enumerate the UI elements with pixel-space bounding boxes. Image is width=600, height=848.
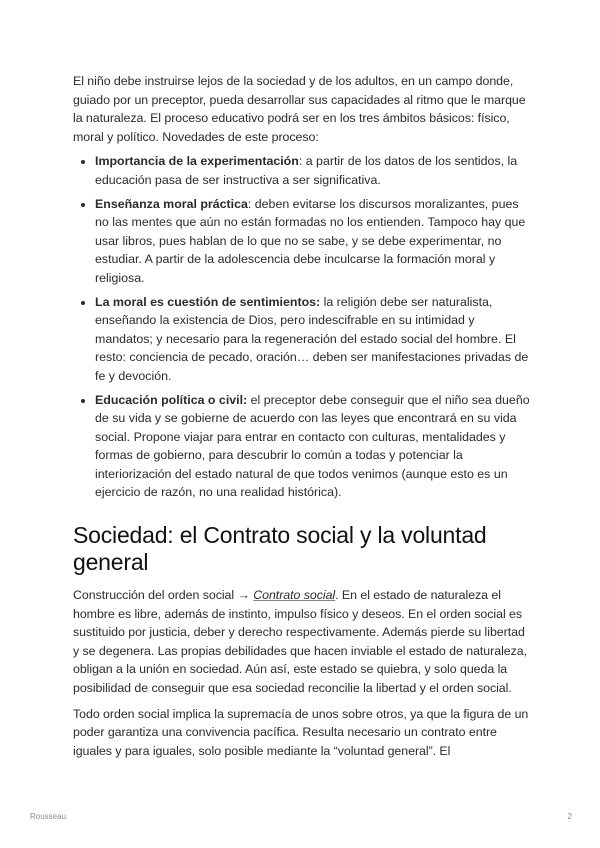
section-paragraph bbox=[73, 586, 533, 698]
bullet-title: Importancia de la experimentación bbox=[95, 154, 299, 169]
document-page bbox=[73, 72, 533, 760]
paragraph-text: Construcción del orden social → bbox=[73, 588, 254, 603]
bullet-title: Enseñanza moral práctica bbox=[95, 196, 248, 211]
paragraph-text: . En el estado de naturaleza el hombre es libre, además de instinto, impulso físico y deseos. En el orden social es sustituido por justicia, deber y derecho respectivamente. Además pierde su libertad y se degenera. Las propias debilidades que hacen inviable el estado de naturaleza, obligan a la unión en sociedad. Aún así, este estado se quiebra, y solo queda la posibilidad de conseguir que esa sociedad reconcilie la libertad y el orden social. bbox=[73, 588, 527, 696]
bullet-list bbox=[73, 152, 533, 502]
section-heading: Sociedad: el Contrato social y la voluntad general bbox=[73, 522, 487, 576]
list-item bbox=[95, 293, 533, 386]
contrato-social-link[interactable]: Contrato social bbox=[253, 588, 336, 603]
bullet-text: : a partir de los datos de los sentidos, la educación pasa de ser instructiva a ser significativa. bbox=[95, 154, 518, 187]
list-item bbox=[95, 391, 533, 503]
bullet-text: la religión debe ser naturalista, enseñando la existencia de Dios, pero indescifrable en su intimidad y mandatos; y necesario para la regeneración del estado social del hombre. El resto: conciencia de pecado, oración… deben ser manifestaciones privadas de fe y devoción. bbox=[95, 294, 529, 383]
bullet-title: La moral es cuestión de sentimientos: bbox=[95, 294, 321, 309]
page-number: 2 bbox=[567, 812, 572, 821]
section-paragraph: Todo orden social implica la supremacía de unos sobre otros, ya que la figura de un poder garantiza una convivencia pacífica. Resulta necesario un contrato entre iguales y para iguales, solo posible mediante la “voluntad general”. El bbox=[73, 706, 529, 758]
bullet-text: : deben evitarse los discursos moralizantes, pues no las mentes que aún no están formadas no los entienden. Tampoco hay que usar libros, pues hablan de lo que no se sabe, y se debe experimentar, no estudiar. A partir de la adolescencia debe inculcarse la formación moral y religiosa. bbox=[95, 196, 526, 285]
list-item bbox=[95, 152, 533, 189]
footer-title: Rousseau bbox=[30, 812, 67, 821]
list-item bbox=[95, 195, 533, 288]
bullet-title: Educación política o civil: bbox=[95, 392, 248, 407]
bullet-text: el preceptor debe conseguir que el niño sea dueño de su vida y se gobierne de acuerdo con las leyes que encontrará en su vida social. Propone viajar para entrar en contacto con culturas, mentalidades y formas de gobierno, para descubrir lo común a todas y potenciar la interiorización del estado natural de que todos venimos (aunque esto es un ejercicio de razón, no una realidad histórica). bbox=[95, 392, 530, 500]
intro-paragraph: El niño debe instruirse lejos de la sociedad y de los adultos, en un campo donde, guiado por un preceptor, pueda desarrollar sus capacidades al ritmo que le marque la naturaleza. El proceso educativo podrá ser en los tres ámbitos básicos: físico, moral y político. Novedades de este proceso: bbox=[73, 74, 526, 144]
